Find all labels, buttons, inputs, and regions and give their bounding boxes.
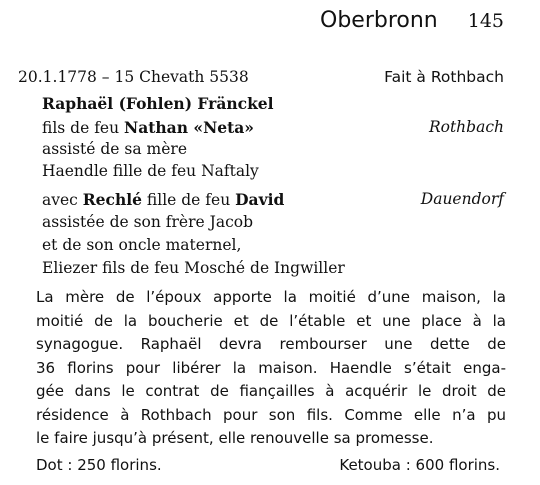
paragraph-line: moitié de la boucherie et de l’étable et une place à la <box>36 311 506 330</box>
page-header <box>320 8 504 42</box>
bride-father: David <box>235 190 285 209</box>
paragraph-line: gée dans le contrat de fiançailles à acquérir le droit de <box>36 382 506 400</box>
dot-amount: Dot : 250 florins. <box>36 456 162 474</box>
groom-father-prefix: fils de feu <box>42 119 125 137</box>
bride-line <box>42 190 284 209</box>
paragraph-line: synagogue. Raphaël devra rembourser une dette de <box>36 335 506 353</box>
paragraph-line: La mère de l’époux apporte la moitié d’une maison, la <box>36 288 506 306</box>
groom-father: Nathan «Neta» <box>124 118 254 137</box>
groom-assist-1: assisté de sa mère <box>42 140 187 158</box>
paragraph-line: le faire jusqu’à présent, elle renouvelle sa promesse. <box>36 429 434 447</box>
page-number: 145 <box>467 10 504 32</box>
groom-name: Raphaël (Fohlen) Fränckel <box>42 94 274 113</box>
bride-prefix: avec <box>42 191 83 209</box>
bride-assist-3: Eliezer fils de feu Mosché de Ingwiller <box>42 259 345 277</box>
town-title: Oberbronn <box>320 8 438 33</box>
paragraph-line: 36 florins pour libérer la maison. Haendle s’était enga- <box>36 358 506 377</box>
groom-assist-2: Haendle fille de feu Naftaly <box>42 162 259 180</box>
bride-assist-2: et de son oncle maternel, <box>42 236 242 254</box>
entry-date: 20.1.1778 – 15 Chevath 5538 <box>18 68 249 86</box>
bride-assist-1: assistée de son frère Jacob <box>42 213 253 231</box>
bride-mid: fille de feu <box>141 191 236 209</box>
paragraph-line: résidence à Rothbach pour son fils. Comme elle n’a pu <box>36 405 506 424</box>
bride-place: Dauendorf <box>420 190 504 208</box>
bride-name: Rechlé <box>82 190 142 209</box>
contract-paragraph <box>36 286 506 451</box>
groom-father-line <box>42 118 254 137</box>
place-made: Fait à Rothbach <box>384 68 504 86</box>
groom-place: Rothbach <box>428 118 504 136</box>
ketouba-amount: Ketouba : 600 florins. <box>339 456 500 474</box>
